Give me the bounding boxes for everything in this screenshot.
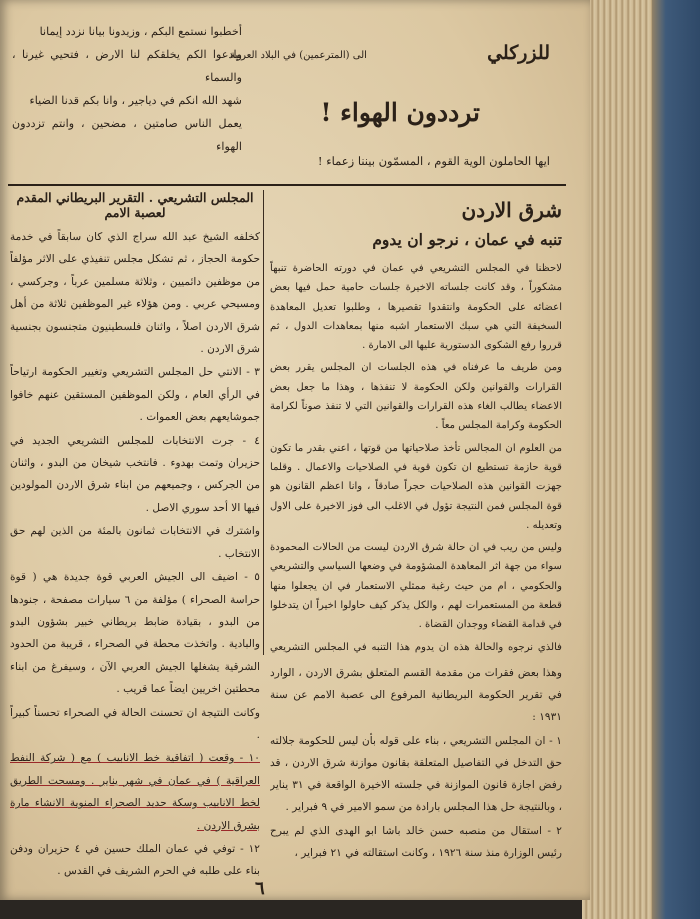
paragraph: ١ - ان المجلس التشريعي ، بناء على قوله بأن ليس للحكومة جلالته حق التدخل في التفاصيل المتعلقة بقانون موازنة شرق الاردن ، قد رفض اجازة قانون الموازنة في جلسته الاخيرة الواقعة في ٣١ يناير ، وبالنتيجة حل هذا المجلس بارادة من سمو الامير في ٩ فبراير . [270,735,562,813]
paragraph [10,884,260,890]
left-column [10,190,260,890]
headline: ترددون الهواء ! [320,98,480,127]
poem-line: شهد الله انكم في دياجير ، وانا بكم قدنا الضياء [29,94,242,107]
paragraph: من العلوم ان المجالس تأخذ صلاحياتها من قوتها ، اعني بقدر ما تكون قوية حازمة تستطيع ان تكون قوية في الصلاحيات والاعمال . وقلما جهزت القوانين هذه الصلاحيات حجراً صادقاً ، وانا اعظم القانون هو قوة المجلس فمن النتيجة تؤول في الاغلب الى فوز الاخيرة على الاول وتعديله . [270,442,562,531]
paragraph: ١٠ - وقعت ( اتفاقية خط الانابيب ) مع ( شركة النفط العراقية ) في عمان في شهر يناير . ومسحت الطريق لخط الانابيب وسكة حديد الصحراء المنوية الانشاء مارة بشرق الاردن . [10,752,260,832]
paragraph: كخلفه الشيخ عبد الله سراج الذي كان سابقاً في خدمة حكومة الحجاز ، ثم تشكل مجلس تنفيذي على الاثر مؤلفاً من موظفين دائميين ، وثلاثة مسلمين عرباً ، وجركسي ، ومسيحي عربي . ومن هؤلاء غير الموظفين ثلاثة من أهل شرق الاردن اصلاً ، واثنان فلسطينيون متجنسون بجنسية شرق الاردن . [10,231,260,356]
article-header [230,42,550,190]
paragraph: ٥ - اضيف الى الجيش العربي قوة جديدة هي ( قوة حراسة الصحراء ) مؤلفة من ٦ سيارات مصفحة ، جنودها من البدو ، بقيادة ضابط بريطاني خبير بشؤون البدو والبادية . واتخذت محطة في الصحراء ، قريبة من الحدود الشرقية يشغلها الجيش العربي الآن ، وسيفرغ من ابناء محطتين اخريين ايضاً عما قريب . [10,571,260,696]
section-subtitle: تنبه في عمان ، نرجو ان يدوم [372,230,562,249]
headline-dek: ايها الحاملون الوية القوم ، المسمّون بيننا زعماء ! [317,154,550,168]
article-tag: الى (المترعمين) في البلاد العربية [230,50,367,61]
paragraph: لاحظنا في المجلس التشريعي في عمان في دورته الحاضرة تنبهاً مشكوراً ، وقد كانت جلساته الاخيرة جلسات حامية حمل فيها بعض اعضائه على الحكومة وانتقدوا تقصيرها ، وطلبوا تعديل المعاهدة السخيفة التي هي سبك الاستعمار اشبه منها بمعاهدات الدول ، ثم قرروا رفع الشكوى الدستورية عليها الى الامارة . [270,263,562,352]
paragraph: واشترك في الانتخابات ثمانون بالمئة من الذين لهم حق الانتخاب . [10,525,260,560]
poem-line: وادعوا الكم يخلقكم لنا الارض ، فتحيي غيرنا ، والسماء [12,48,242,84]
report-excerpt [270,662,562,882]
paragraph: وكانت النتيجة ان تحسنت الحالة في الصحراء تحسناً كبيراً . [10,706,260,741]
paragraph: ومن طريف ما عرفناه في هذه الجلسات ان المجلس يقرر بعض القرارات والقوانين ولكن الحكومة لا تنفذها ، وهذا ما جعل بعض الاعضاء يطالب الغاء هذه القرارات والقوانين التي لا تنفذ صوناً لكرامة الحكومة وكرامة المجلس معاً . [270,362,562,432]
horizontal-rule [8,184,566,186]
paragraph: فالذي نرجوه والحالة هذه ان يدوم هذا التنبه في المجلس التشريعي [270,641,562,653]
poem-block [12,20,242,168]
paragraph: ٣ - الانتي حل المجلس التشريعي وتغيير الحكومة ارتياحاً في الرأي العام ، ولكن الموظفين المستقين عنهم خافوا جموشايعهم بعض العموات . [10,366,260,424]
section-title: شرق الاردن [461,198,562,222]
column-body [270,259,562,661]
paragraph: وليس من ريب في ان حالة شرق الاردن ليست من الحالات المحمودة سواء من جهة اثر المعاهدة المشؤومة في وضعها السياسي والتشريعي والحكومي ، ام من حيث رغبة ممثلي الاستعمار في ان يجعلوا منها قطعة من المستعمرات لهم ، والكل يذكر كيف حاولوا اخيراً ان يتدخلوا في قدامة القضاء ووجدان القضاة . [270,542,562,631]
page-number: ٦ [255,878,265,899]
page-edges [582,0,652,919]
paragraph: ٢ - استقال من منصبه حسن خالد باشا ابو الهدى الذي لم يبرح رئيس الوزارة منذ سنة ١٩٢٦ ، وكانت استقالته في ٢١ فبراير ، [270,825,562,859]
paragraph: وهذا بعض فقرات من مقدمة القسم المتعلق بشرق الاردن ، الوارد في تقرير الحكومة البريطانية المرفوع الى عصبة الامم عن سنة ١٩٣١ : [270,667,562,723]
column-divider [263,190,264,655]
paragraph: ١٢ - توفي في عمان الملك حسين في ٤ حزيران ودفن بناء على طلبه في الحرم الشريف في القدس . [10,842,260,878]
byline: للزركلي [487,42,550,64]
right-column [270,196,562,661]
column-body [10,226,260,890]
poem-line: أخطبوا نستمع البكم ، وزيدونا بيانا نزدد إيمانا [39,25,242,38]
paragraph: ٤ - جرت الانتخابات للمجلس التشريعي الجديد في حزيران وتمت بهدوء . فانتخب شيخان من البدو ، واثنان من الجركس ، وجميعهم من ابناء شرق الاردن المولودين فيها الا أحد سوري الاصل . [10,434,260,514]
column-heading: المجلس التشريعي . التقرير البريطاني المقدم لعصبة الامم [16,190,254,220]
poem-line: يعمل الناس صامتين ، مضحين ، وانتم تزددون الهواء [12,117,242,153]
